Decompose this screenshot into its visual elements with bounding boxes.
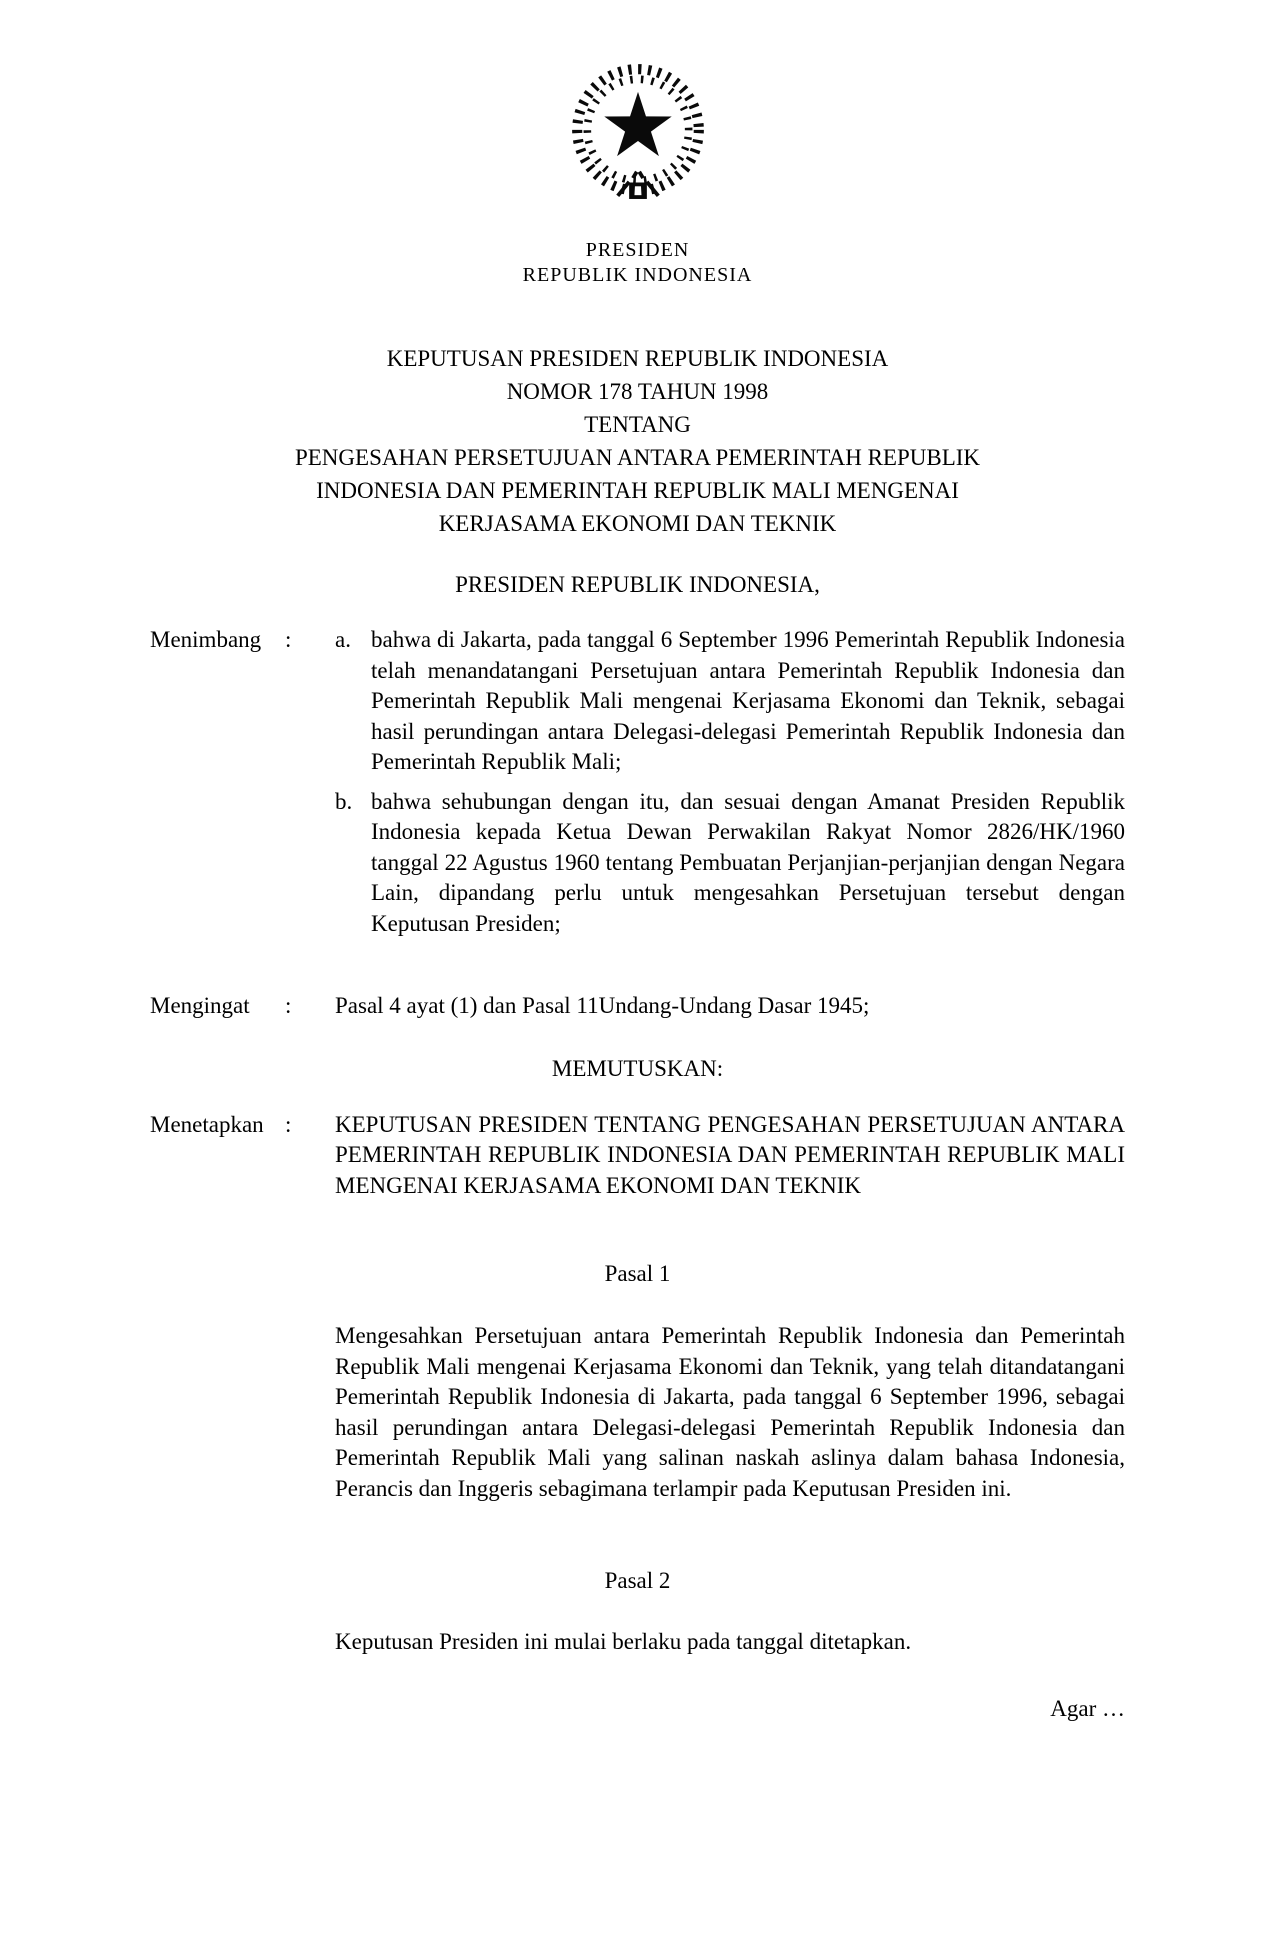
decree-title — [150, 342, 1125, 540]
item-a-text: bahwa di Jakarta, pada tanggal 6 September 1996 Pemerintah Republik Indonesia telah menandatangani Persetujuan antara Pemerintah Republik Indonesia dan Pemerintah Republik Mali mengenai Kerjasama Ekonomi dan Teknik, sebagai hasil perundingan antara Delegasi-delegasi Pemerintah Republik Indonesia dan Pemerintah Republik Mali; — [371, 627, 1125, 774]
mengingat-label: Mengingat — [150, 993, 250, 1018]
pasal-2-heading: Pasal 2 — [604, 1568, 671, 1593]
menetapkan-text: KEPUTUSAN PRESIDEN TENTANG PENGESAHAN PERSETUJUAN ANTARA PEMERINTAH REPUBLIK INDONESIA DAN PEMERINTAH REPUBLIK MALI MENGENAI KERJASAMA EKONOMI DAN TEKNIK — [335, 1111, 1125, 1198]
title-line-6: KERJASAMA EKONOMI DAN TEKNIK — [438, 511, 837, 536]
letterhead-line-presiden: PRESIDEN — [585, 239, 690, 261]
pasal-1-body: Mengesahkan Persetujuan antara Pemerintah Republik Indonesia dan Pemerintah Republik Mali mengenai Kerjasama Ekonomi dan Teknik, yang telah ditandatangani Pemerintah Republik Indonesia di Jakarta, pada tanggal 6 September 1996, sebagai hasil perundingan antara Delegasi-delegasi Pemerintah Republik Indonesia dan Pemerintah Republik Mali yang salinan naskah aslinya dalam bahasa Indonesia, Perancis dan Inggeris sebagimana terlampir pada Keputusan Presiden ini. — [335, 1323, 1125, 1501]
item-a-marker: a. — [335, 627, 351, 652]
menimbang-label: Menimbang — [150, 627, 262, 652]
item-b-marker: b. — [335, 788, 353, 814]
menetapkan-label: Menetapkan — [150, 1111, 264, 1137]
consideration-item-a — [335, 625, 1125, 778]
mengingat-colon: : — [285, 993, 292, 1018]
consideration-item-b — [335, 787, 1125, 940]
salutation-line: PRESIDEN REPUBLIK INDONESIA, — [455, 572, 820, 597]
menetapkan-colon: : — [285, 1111, 292, 1137]
menimbang-colon: : — [285, 627, 292, 652]
title-line-5: INDONESIA DAN PEMERINTAH REPUBLIK MALI MENGENAI — [316, 478, 959, 503]
title-line-1: KEPUTUSAN PRESIDEN REPUBLIK INDONESIA — [386, 346, 889, 371]
star-in-wreath-icon — [562, 56, 714, 214]
item-b-text: bahwa sehubungan dengan itu, dan sesuai dengan Amanat Presiden Republik Indonesia kepada Ketua Dewan Perwakilan Rakyat Nomor 2826/HK/1960 tanggal 22 Agustus 1960 tentang Pembuatan Perjanjian-perjanjian dengan Negara Lain, dipandang perlu untuk mengesahkan Persetujuan tersebut dengan Keputusan Presiden; — [371, 788, 1125, 936]
letterhead-line-republik-indonesia: REPUBLIK INDONESIA — [522, 264, 753, 286]
catchword-agar: Agar … — [1050, 1695, 1125, 1721]
title-line-3: TENTANG — [584, 412, 691, 437]
clause-menimbang — [150, 625, 1125, 939]
letterhead — [150, 0, 1125, 288]
article-pasal-1 — [150, 1258, 1125, 1504]
menimbang-content — [335, 625, 1125, 939]
pasal-1-heading: Pasal 1 — [604, 1261, 671, 1286]
title-line-4: PENGESAHAN PERSETUJUAN ANTARA PEMERINTAH REPUBLIK — [294, 445, 981, 470]
memutuskan-heading: MEMUTUSKAN: — [551, 1055, 724, 1081]
clause-menetapkan — [150, 1110, 1125, 1202]
mengingat-text: Pasal 4 ayat (1) dan Pasal 11Undang-Undang Dasar 1945; — [335, 993, 870, 1018]
pasal-2-body: Keputusan Presiden ini mulai berlaku pada tanggal ditetapkan. — [335, 1629, 912, 1654]
article-pasal-2 — [150, 1565, 1125, 1658]
clause-mengingat — [150, 991, 1125, 1022]
title-line-2: NOMOR 178 TAHUN 1998 — [506, 379, 769, 404]
